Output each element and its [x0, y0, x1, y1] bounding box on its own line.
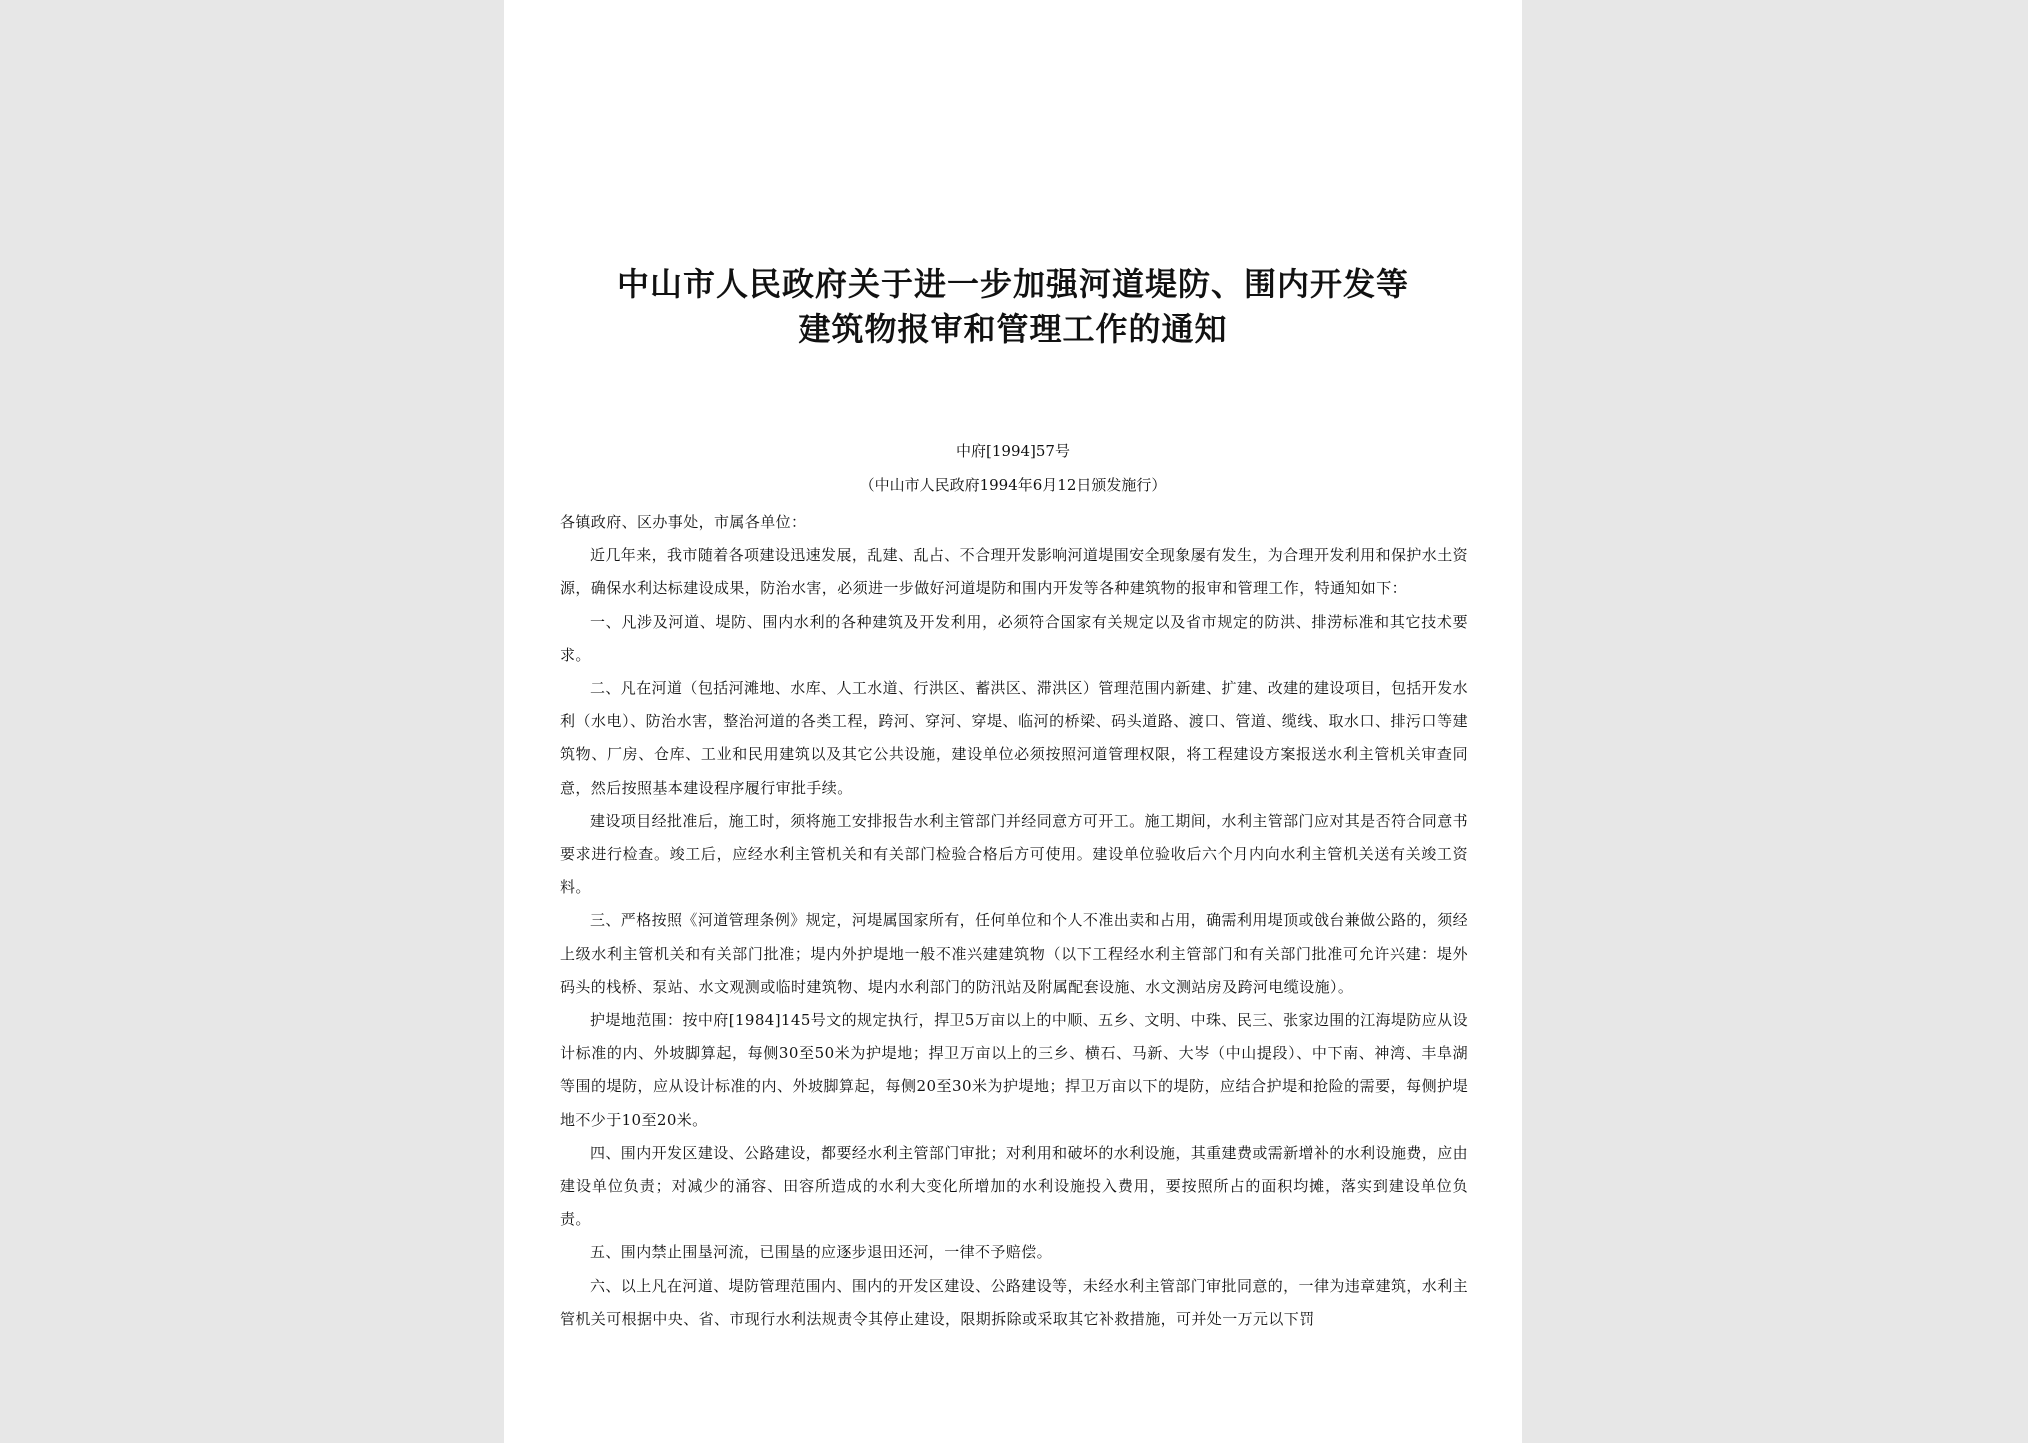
paragraph-embankment-range: 护堤地范围：按中府[1984]145号文的规定执行，捍卫5万亩以上的中顺、五乡、文明、中珠、民三、张家边围的江海堤防应从设计标准的内、外坡脚算起，每侧30至50米为护堤地；捍卫万亩以上的三乡、横石、马新、大岑（中山提段）、中下南、神湾、丰阜湖等围的堤防，应从设计标准的内、外坡脚算起，每侧20至30米为护堤地；捍卫万亩以下的堤防，应结合护堤和抢险的需要，每侧护堤地不少于10至20米。: [560, 1011, 1468, 1129]
title-line-1: 中山市人民政府关于进一步加强河道堤防、围内开发等: [616, 265, 1409, 303]
paragraph-item-5: 五、围内禁止围垦河流，已围垦的应逐步退田还河，一律不予赔偿。: [590, 1243, 1053, 1262]
paragraph-item-4: 四、围内开发区建设、公路建设，都要经水利主管部门审批；对利用和破坏的水利设施，其重建费或需新增补的水利设施费，应由建设单位负责；对减少的涌容、田容所造成的水利大变化所增加的水利设施投入费用，要按照所占的面积均摊，落实到建设单位负责。: [560, 1143, 1468, 1229]
document-page: [504, 0, 1522, 1443]
document-title: [544, 262, 1482, 352]
paragraph-item-3: 三、严格按照《河道管理条例》规定，河堤属国家所有，任何单位和个人不准出卖和占用，确需利用堤顶或戗台兼做公路的，须经上级水利主管机关和有关部门批准；堤内外护堤地一般不准兴建建筑物（以下工程经水利主管部门和有关部门批准可允许兴建：堤外码头的栈桥、泵站、水文观测或临时建筑物、堤内水利部门的防汛站及附属配套设施、水文测站房及跨河电缆设施）。: [560, 911, 1468, 996]
addressee: 各镇政府、区办事处，市属各单位：: [560, 513, 807, 531]
paragraph-item-2: 二、凡在河道（包括河滩地、水库、人工水道、行洪区、蓄洪区、滞洪区）管理范围内新建、扩建、改建的建设项目，包括开发水利（水电）、防治水害，整治河道的各类工程，跨河、穿河、穿堤、临河的桥梁、码头道路、渡口、管道、缆线、取水口、排污口等建筑物、厂房、仓库、工业和民用建筑以及其它公共设施，建设单位必须按照河道管理权限，将工程建设方案报送水利主管机关审查同意，然后按照基本建设程序履行审批手续。: [560, 679, 1468, 797]
issue-note: （中山市人民政府1994年6月12日颁发施行）: [859, 476, 1167, 494]
paragraph-intro: 近几年来，我市随着各项建设迅速发展，乱建、乱占、不合理开发影响河道堤围安全现象屡有发生，为合理开发利用和保护水土资源，确保水利达标建设成果，防治水害，必须进一步做好河道堤防和围内开发等各种建筑物的报审和管理工作，特通知如下：: [560, 546, 1468, 598]
paragraph-item-6: 六、以上凡在河道、堤防管理范围内、围内的开发区建设、公路建设等，未经水利主管部门审批同意的，一律为违章建筑，水利主管机关可根据中央、省、市现行水利法规责令其停止建设，限期拆除或采取其它补救措施，可并处一万元以下罚: [560, 1276, 1468, 1328]
document-body: [560, 506, 1468, 1336]
paragraph-construction-approval: 建设项目经批准后，施工时，须将施工安排报告水利主管部门并经同意方可开工。施工期间，水利主管部门应对其是否符合同意书要求进行检查。竣工后，应经水利主管机关和有关部门检验合格后方可使用。建设单位验收后六个月内向水利主管机关送有关竣工资料。: [560, 811, 1468, 897]
title-line-2: 建筑物报审和管理工作的通知: [798, 310, 1228, 348]
document-number: 中府[1994]57号: [956, 442, 1070, 460]
paragraph-item-1: 一、凡涉及河道、堤防、围内水利的各种建筑及开发利用，必须符合国家有关规定以及省市规定的防洪、排涝标准和其它技术要求。: [560, 612, 1468, 664]
